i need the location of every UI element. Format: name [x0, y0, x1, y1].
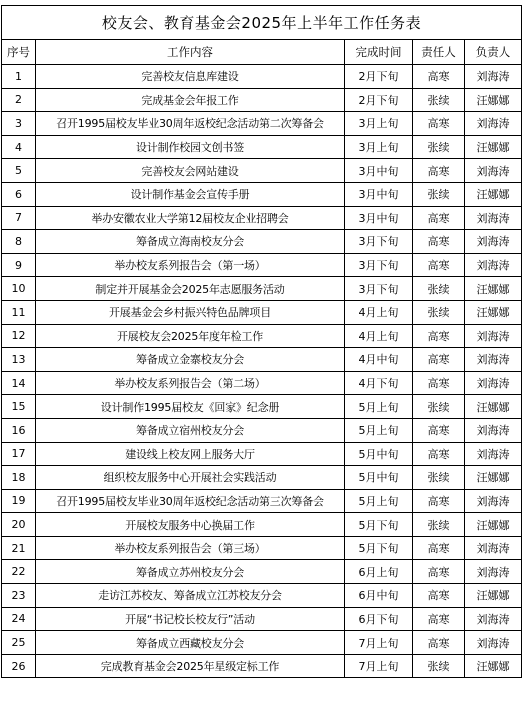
time-cell: 3月上旬 [345, 112, 413, 136]
task-cell: 筹备成立西藏校友分会 [36, 631, 345, 655]
task-cell: 举办校友系列报告会（第二场） [36, 371, 345, 395]
task-cell: 开展基金会乡村振兴特色品牌项目 [36, 300, 345, 324]
time-cell: 6月上旬 [345, 560, 413, 584]
lead-cell: 汪娜娜 [465, 395, 522, 419]
lead-cell: 刘海涛 [465, 65, 522, 89]
row-number: 8 [2, 230, 36, 254]
row-number: 12 [2, 324, 36, 348]
lead-cell: 刘海涛 [465, 418, 522, 442]
task-cell: 开展“书记校长校友行”活动 [36, 607, 345, 631]
task-cell: 筹备成立海南校友分会 [36, 230, 345, 254]
lead-cell: 刘海涛 [465, 489, 522, 513]
lead-cell: 汪娜娜 [465, 513, 522, 537]
responsible-cell: 张续 [413, 135, 465, 159]
task-cell: 完成教育基金会2025年星级定标工作 [36, 654, 345, 678]
lead-cell: 汪娜娜 [465, 300, 522, 324]
lead-cell: 刘海涛 [465, 371, 522, 395]
responsible-cell: 高寒 [413, 348, 465, 372]
responsible-cell: 高寒 [413, 584, 465, 608]
table-row [2, 112, 522, 136]
table-row [2, 466, 522, 490]
lead-cell: 汪娜娜 [465, 135, 522, 159]
lead-cell: 汪娜娜 [465, 654, 522, 678]
table-row [2, 513, 522, 537]
header-time: 完成时间 [345, 40, 413, 65]
row-number: 3 [2, 112, 36, 136]
table-row [2, 631, 522, 655]
time-cell: 3月下旬 [345, 230, 413, 254]
responsible-cell: 高寒 [413, 324, 465, 348]
time-cell: 6月下旬 [345, 607, 413, 631]
lead-cell: 刘海涛 [465, 230, 522, 254]
responsible-cell: 高寒 [413, 253, 465, 277]
header-responsible: 责任人 [413, 40, 465, 65]
time-cell: 3月中旬 [345, 206, 413, 230]
task-cell: 完善校友信息库建设 [36, 65, 345, 89]
row-number: 23 [2, 584, 36, 608]
time-cell: 2月下旬 [345, 65, 413, 89]
responsible-cell: 张续 [413, 182, 465, 206]
lead-cell: 汪娜娜 [465, 584, 522, 608]
task-cell: 举办校友系列报告会（第三场） [36, 536, 345, 560]
responsible-cell: 张续 [413, 395, 465, 419]
table-row [2, 536, 522, 560]
responsible-cell: 张续 [413, 88, 465, 112]
lead-cell: 汪娜娜 [465, 88, 522, 112]
task-cell: 完成基金会年报工作 [36, 88, 345, 112]
responsible-cell: 高寒 [413, 489, 465, 513]
table-row [2, 65, 522, 89]
table-row [2, 654, 522, 678]
task-cell: 走访江苏校友、筹备成立江苏校友分会 [36, 584, 345, 608]
row-number: 13 [2, 348, 36, 372]
row-number: 26 [2, 654, 36, 678]
lead-cell: 汪娜娜 [465, 277, 522, 301]
lead-cell: 汪娜娜 [465, 466, 522, 490]
row-number: 6 [2, 182, 36, 206]
task-cell: 举办安徽农业大学第12届校友企业招聘会 [36, 206, 345, 230]
lead-cell: 刘海涛 [465, 348, 522, 372]
lead-cell: 刘海涛 [465, 607, 522, 631]
time-cell: 3月上旬 [345, 135, 413, 159]
time-cell: 4月上旬 [345, 300, 413, 324]
responsible-cell: 张续 [413, 513, 465, 537]
responsible-cell: 高寒 [413, 371, 465, 395]
row-number: 4 [2, 135, 36, 159]
lead-cell: 刘海涛 [465, 560, 522, 584]
responsible-cell: 张续 [413, 300, 465, 324]
task-cell: 筹备成立苏州校友分会 [36, 560, 345, 584]
table-row [2, 88, 522, 112]
lead-cell: 刘海涛 [465, 631, 522, 655]
table-row [2, 371, 522, 395]
row-number: 9 [2, 253, 36, 277]
row-number: 16 [2, 418, 36, 442]
task-cell: 组织校友服务中心开展社会实践活动 [36, 466, 345, 490]
table-row [2, 584, 522, 608]
responsible-cell: 高寒 [413, 206, 465, 230]
task-cell: 建设线上校友网上服务大厅 [36, 442, 345, 466]
responsible-cell: 张续 [413, 277, 465, 301]
time-cell: 5月下旬 [345, 536, 413, 560]
row-number: 18 [2, 466, 36, 490]
responsible-cell: 高寒 [413, 536, 465, 560]
row-number: 25 [2, 631, 36, 655]
task-cell: 制定并开展基金会2025年志愿服务活动 [36, 277, 345, 301]
row-number: 7 [2, 206, 36, 230]
task-cell: 召开1995届校友毕业30周年返校纪念活动第三次筹备会 [36, 489, 345, 513]
table-row [2, 418, 522, 442]
task-cell: 开展校友会2025年度年检工作 [36, 324, 345, 348]
task-cell: 设计制作1995届校友《回家》纪念册 [36, 395, 345, 419]
lead-cell: 刘海涛 [465, 536, 522, 560]
lead-cell: 刘海涛 [465, 324, 522, 348]
table-row [2, 277, 522, 301]
time-cell: 5月下旬 [345, 513, 413, 537]
time-cell: 5月上旬 [345, 489, 413, 513]
table-row [2, 560, 522, 584]
row-number: 20 [2, 513, 36, 537]
time-cell: 3月下旬 [345, 277, 413, 301]
task-cell: 筹备成立宿州校友分会 [36, 418, 345, 442]
table-row [2, 442, 522, 466]
lead-cell: 刘海涛 [465, 206, 522, 230]
table-row [2, 182, 522, 206]
row-number: 1 [2, 65, 36, 89]
responsible-cell: 高寒 [413, 442, 465, 466]
time-cell: 3月下旬 [345, 253, 413, 277]
time-cell: 4月上旬 [345, 324, 413, 348]
time-cell: 5月上旬 [345, 395, 413, 419]
table-row [2, 230, 522, 254]
table-row [2, 489, 522, 513]
task-table [1, 5, 522, 678]
row-number: 5 [2, 159, 36, 183]
time-cell: 7月上旬 [345, 654, 413, 678]
row-number: 15 [2, 395, 36, 419]
row-number: 2 [2, 88, 36, 112]
time-cell: 7月上旬 [345, 631, 413, 655]
header-task: 工作内容 [36, 40, 345, 65]
time-cell: 3月中旬 [345, 182, 413, 206]
lead-cell: 刘海涛 [465, 253, 522, 277]
row-number: 19 [2, 489, 36, 513]
lead-cell: 刘海涛 [465, 112, 522, 136]
table-row [2, 159, 522, 183]
task-cell: 举办校友系列报告会（第一场） [36, 253, 345, 277]
lead-cell: 刘海涛 [465, 159, 522, 183]
row-number: 21 [2, 536, 36, 560]
task-cell: 完善校友会网站建设 [36, 159, 345, 183]
table-row [2, 348, 522, 372]
table-row [2, 300, 522, 324]
row-number: 14 [2, 371, 36, 395]
table-row [2, 135, 522, 159]
task-cell: 设计制作基金会宣传手册 [36, 182, 345, 206]
header-row [2, 40, 522, 65]
row-number: 17 [2, 442, 36, 466]
table-row [2, 395, 522, 419]
time-cell: 4月下旬 [345, 371, 413, 395]
header-no: 序号 [2, 40, 36, 65]
time-cell: 6月中旬 [345, 584, 413, 608]
task-cell: 开展校友服务中心换届工作 [36, 513, 345, 537]
time-cell: 5月中旬 [345, 466, 413, 490]
responsible-cell: 高寒 [413, 159, 465, 183]
time-cell: 3月中旬 [345, 159, 413, 183]
responsible-cell: 高寒 [413, 418, 465, 442]
responsible-cell: 张续 [413, 466, 465, 490]
row-number: 10 [2, 277, 36, 301]
time-cell: 5月中旬 [345, 442, 413, 466]
responsible-cell: 高寒 [413, 560, 465, 584]
task-cell: 召开1995届校友毕业30周年返校纪念活动第二次筹备会 [36, 112, 345, 136]
task-cell: 筹备成立金寨校友分会 [36, 348, 345, 372]
table-row [2, 253, 522, 277]
table-row [2, 206, 522, 230]
responsible-cell: 高寒 [413, 65, 465, 89]
row-number: 11 [2, 300, 36, 324]
row-number: 22 [2, 560, 36, 584]
responsible-cell: 高寒 [413, 607, 465, 631]
responsible-cell: 高寒 [413, 112, 465, 136]
time-cell: 5月上旬 [345, 418, 413, 442]
time-cell: 2月下旬 [345, 88, 413, 112]
header-lead: 负责人 [465, 40, 522, 65]
task-cell: 设计制作校园文创书签 [36, 135, 345, 159]
responsible-cell: 高寒 [413, 631, 465, 655]
responsible-cell: 张续 [413, 654, 465, 678]
table-title: 校友会、教育基金会2025年上半年工作任务表 [2, 6, 522, 40]
lead-cell: 刘海涛 [465, 442, 522, 466]
table-row [2, 324, 522, 348]
lead-cell: 汪娜娜 [465, 182, 522, 206]
table-row [2, 607, 522, 631]
time-cell: 4月中旬 [345, 348, 413, 372]
row-number: 24 [2, 607, 36, 631]
responsible-cell: 高寒 [413, 230, 465, 254]
